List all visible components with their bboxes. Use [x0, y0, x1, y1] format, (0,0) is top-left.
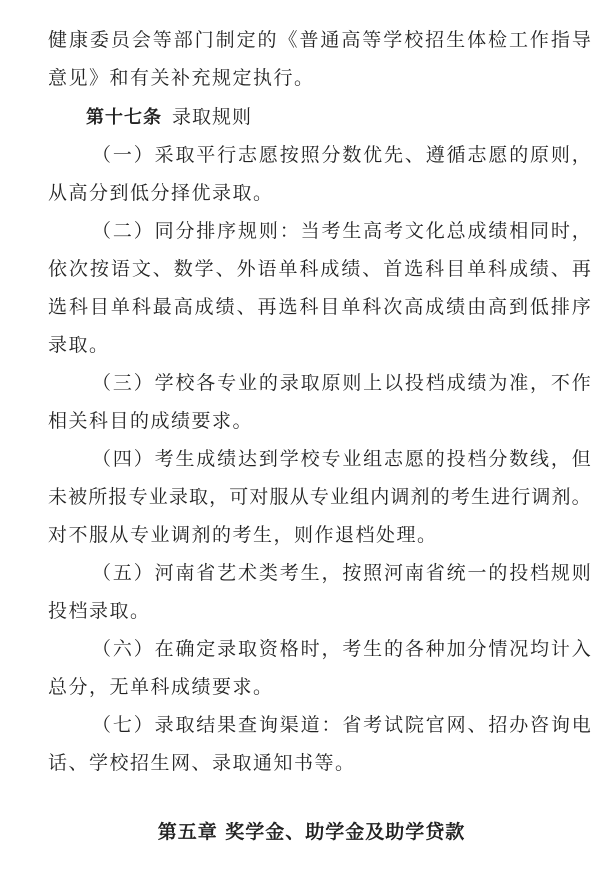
- item-7-line-2: 话、学校招生网、录取通知书等。: [48, 752, 356, 774]
- item-2-line-2: 依 次 按 语 文 、 数 学 、 外 语 单 科 成 绩 、 首 选 科 目 单 科 成 绩 、 再: [48, 258, 591, 280]
- item-5-line-2: 投档录取。: [48, 600, 151, 622]
- item-4-line-3: 对不服从专业调剂的考生，则作退档处理。: [48, 524, 438, 546]
- item-1-line-2: 从高分到低分择优录取。: [48, 182, 274, 204]
- chapter-heading: 第五章 奖学金、助学金及助学贷款: [157, 821, 466, 843]
- item-3-line-2: 相关科目的成绩要求。: [48, 410, 254, 432]
- item-6-line-2: 总分，无单科成绩要求。: [48, 676, 274, 698]
- intro-line-2: 意见》和有关补充规定执行。: [48, 67, 315, 89]
- item-2-line-3: 选 科 目 单 科 最 高 成 绩 、 再 选 科 目 单 科 次 高 成 绩 由 高 到 低 排 序: [48, 296, 591, 318]
- item-1-line-1: （ 一 ） 采 取 平 行 志 愿 按 照 分 数 优 先 、 遵 循 志 愿 的 原 则 ，: [92, 144, 591, 166]
- article-heading: [86, 105, 252, 129]
- item-5-line-1: （ 五 ） 河 南 省 艺 术 类 考 生 ， 按 照 河 南 省 统 一 的 投 档 规 则: [92, 562, 591, 584]
- item-2-line-4: 录取。: [48, 334, 110, 356]
- article-number: 第十七条: [86, 107, 162, 128]
- item-4-line-2: 未 被 所 报 专 业 录 取 ， 可 对 服 从 专 业 组 内 调 剂 的 考 生 进 行 调 剂 。: [48, 486, 591, 508]
- item-3-line-1: （ 三 ） 学 校 各 专 业 的 录 取 原 则 上 以 投 档 成 绩 为 准 ， 不 作: [92, 372, 591, 394]
- intro-line-1: 健 康 委 员 会 等 部 门 制 定 的 《 普 通 高 等 学 校 招 生 体 检 工 作 指 导: [48, 29, 591, 51]
- item-6-line-1: （ 六 ） 在 确 定 录 取 资 格 时 ， 考 生 的 各 种 加 分 情 况 均 计 入: [92, 638, 591, 660]
- article-title: 录取规则: [172, 106, 253, 128]
- item-7-line-1: （ 七 ） 录 取 结 果 查 询 渠 道 ： 省 考 试 院 官 网 、 招 办 咨 询 电: [92, 714, 591, 736]
- item-4-line-1: （ 四 ） 考 生 成 绩 达 到 学 校 专 业 组 志 愿 的 投 档 分 数 线 ， 但: [92, 448, 591, 470]
- item-2-line-1: （ 二 ） 同 分 排 序 规 则 ： 当 考 生 高 考 文 化 总 成 绩 相 同 时 ，: [92, 220, 591, 242]
